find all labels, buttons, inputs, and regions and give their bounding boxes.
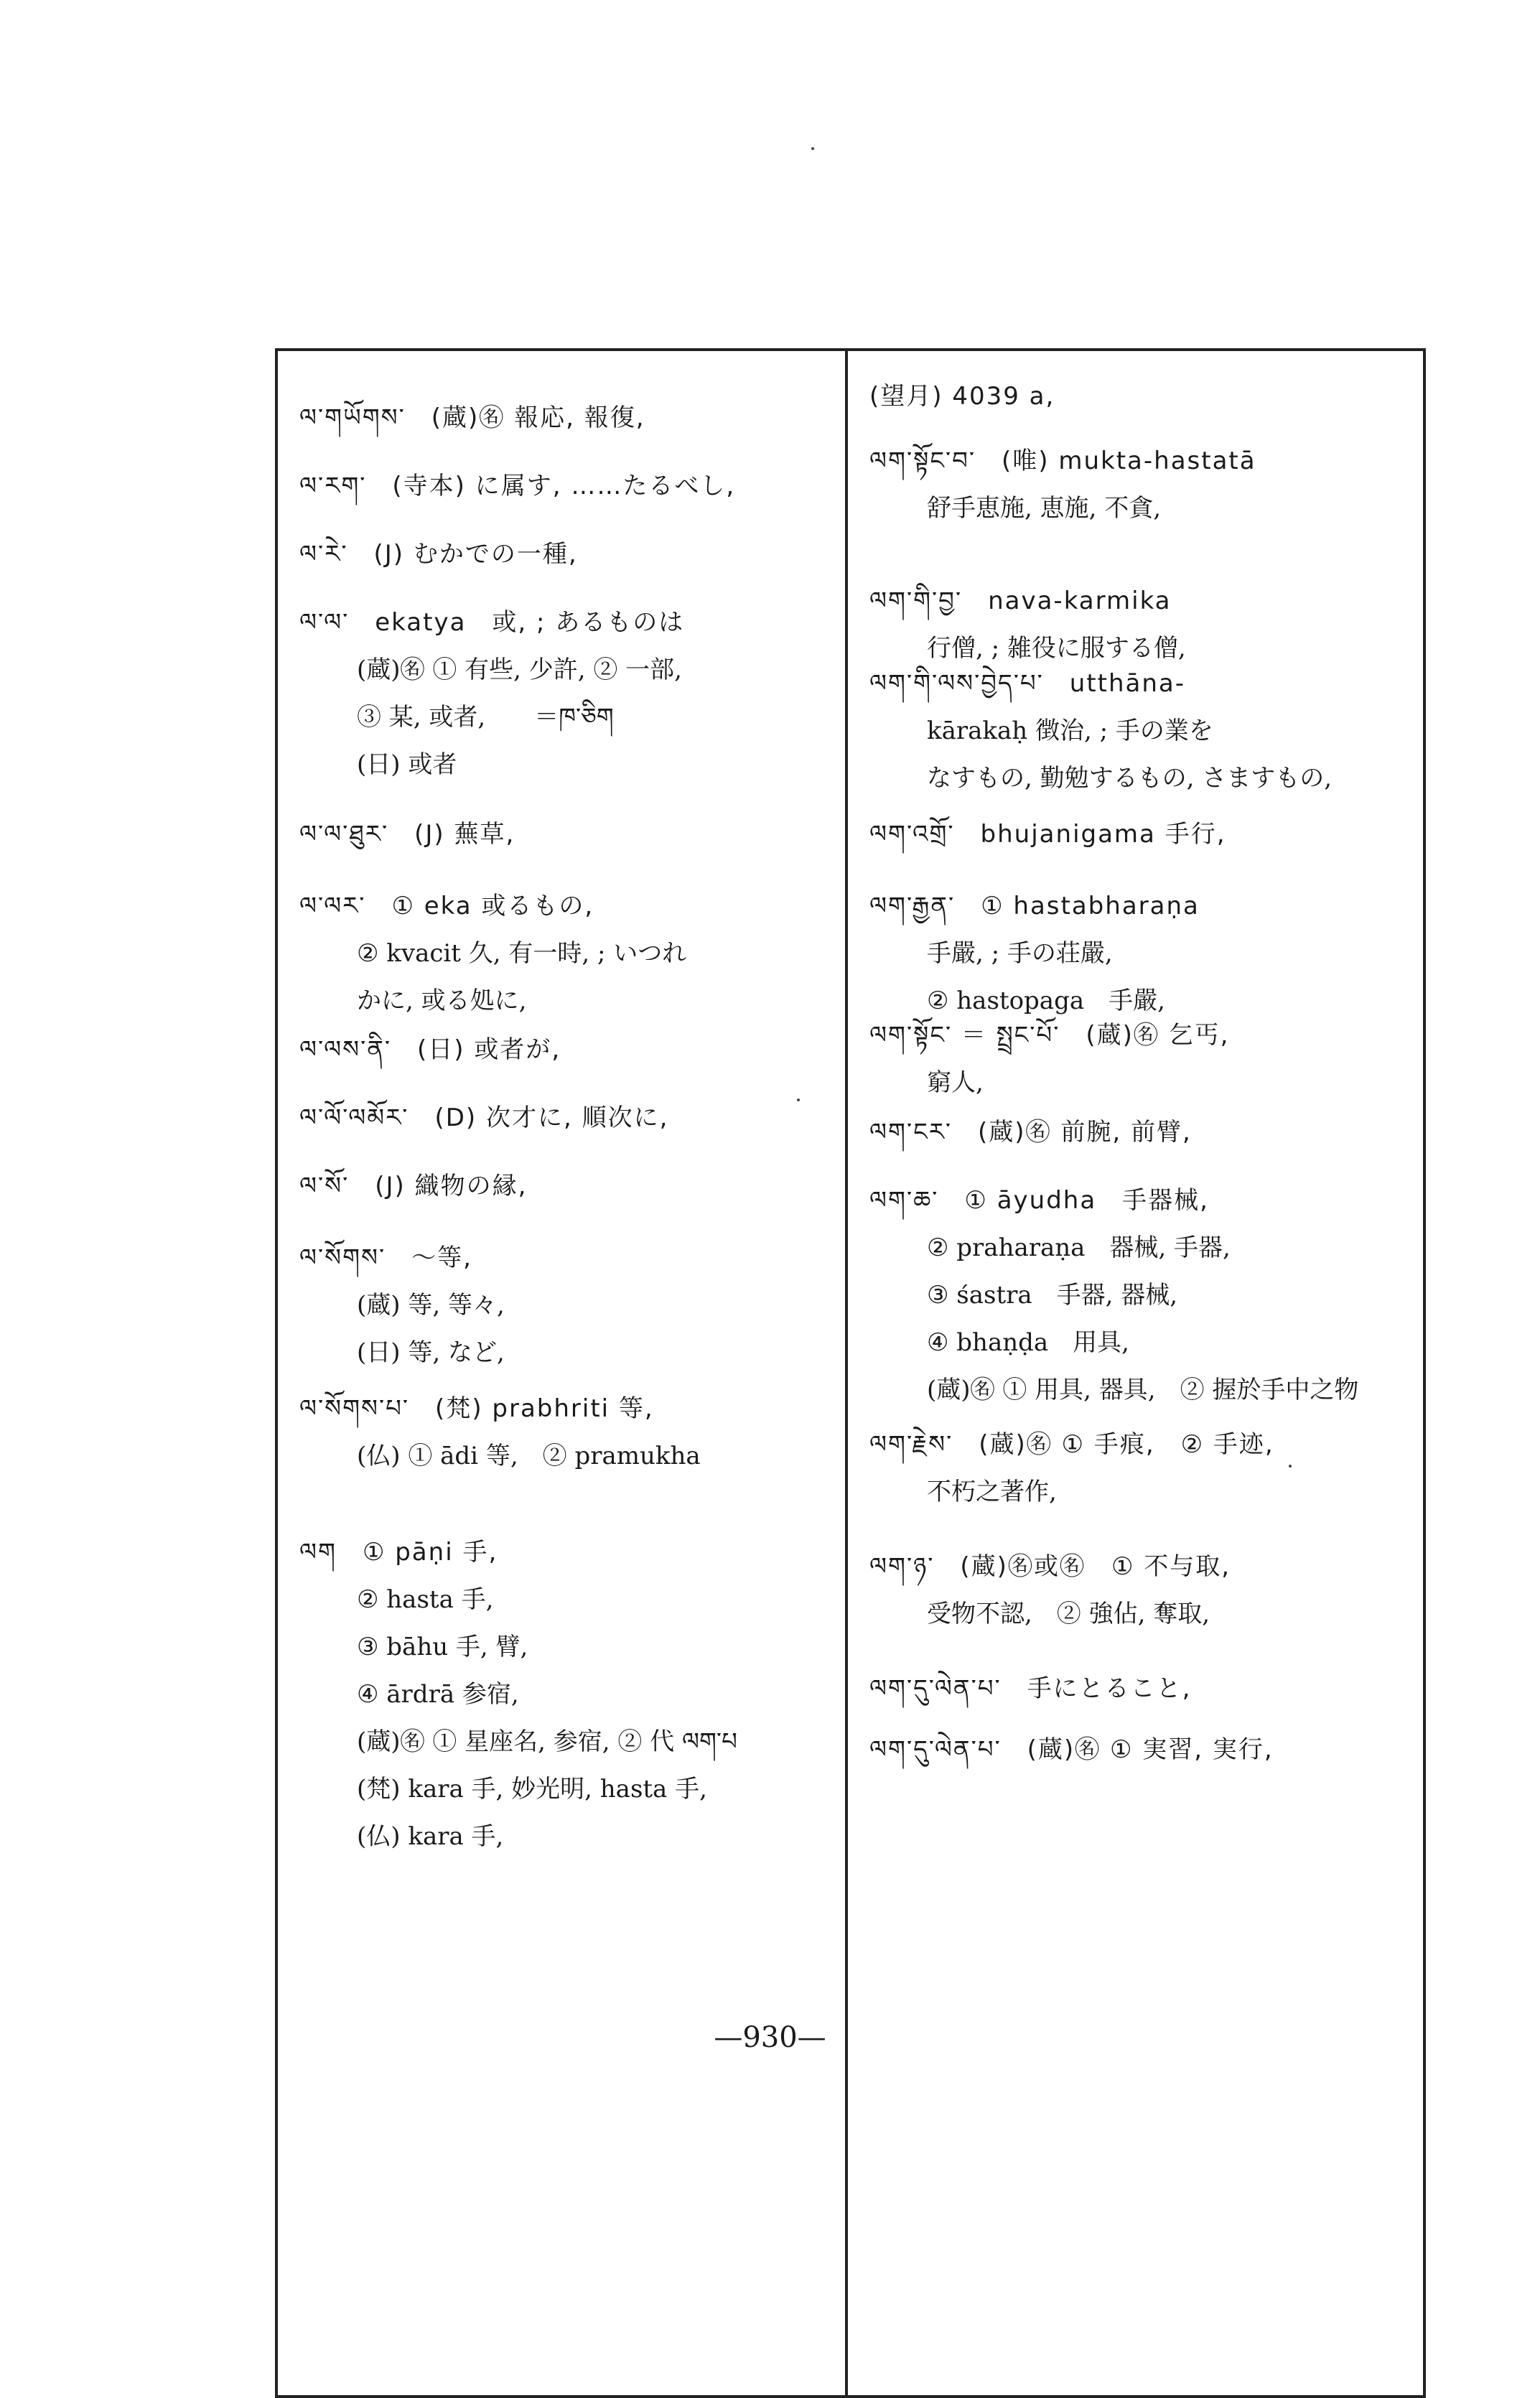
entry-headword-line: ལག་རྒྱན་ ① hastabharaṇa bbox=[869, 892, 1200, 920]
entry-headword-line: ལ་གཡོགས་ (蔵)㊔ 報応, 報復, bbox=[299, 403, 645, 432]
entry-definition-line: 不朽之著作, bbox=[927, 1478, 1057, 1506]
entry-definition-line: ② hasta 手, bbox=[357, 1585, 494, 1614]
entry-definition-line: (仏) ① ādi 等, ② pramukha bbox=[357, 1442, 701, 1470]
entry-headword-line: ལག་འགྲོ་ bhujanigama 手行, bbox=[869, 820, 1226, 849]
left-dictionary-entry bbox=[278, 531, 845, 578]
entry-headword-line: ལག་གི་ལས་བྱེད་པ་ utthāna- bbox=[869, 669, 1186, 698]
entry-definition-line: (仏) kara 手, bbox=[357, 1822, 504, 1851]
entry-definition-line: (蔵)㊔ ① 星座名, 参宿, ② 代 ལག་པ bbox=[357, 1727, 737, 1756]
entry-definition-line: ② hastopaga 手嚴, bbox=[927, 986, 1165, 1015]
right-dictionary-entry bbox=[848, 660, 1423, 802]
right-dictionary-entry bbox=[848, 1665, 1423, 1712]
right-dictionary-entry bbox=[848, 1543, 1423, 1638]
left-dictionary-entry bbox=[278, 1234, 845, 1376]
entry-definition-line: (日) 或者 bbox=[357, 750, 457, 779]
entry-headword-line: ལག་ཆ་ ① āyudha 手器械, bbox=[869, 1186, 1209, 1215]
entry-definition-line: ② kvacit 久, 有一時, ; いつれ bbox=[357, 939, 687, 968]
entry-headword-line: ལག་སྟོང་ ＝ སྤྲང་པོ་ (蔵)㊔ 乞丐, bbox=[869, 1021, 1230, 1050]
entry-headword-line: ལ་ལ་ཐུར་ (J) 蕪草, bbox=[299, 820, 515, 849]
entry-headword-line: ལག་རྗེས་ (蔵)㊔ ① 手痕, ② 手迹, bbox=[869, 1430, 1274, 1459]
entry-definition-line: なすもの, 勤勉するもの, さますもの, bbox=[927, 764, 1333, 793]
entry-definition-line: かに, 或る処に, bbox=[357, 986, 527, 1015]
right-dictionary-entry bbox=[848, 437, 1423, 532]
scan-speck bbox=[1289, 1465, 1292, 1468]
entry-headword-line: ལ་རེ་ (J) むかでの一種, bbox=[299, 540, 578, 569]
left-dictionary-entry bbox=[278, 1094, 845, 1142]
entry-headword-line: ལག་དུ་ལེན་པ་ (蔵)㊔ ① 実習, 実行, bbox=[869, 1735, 1274, 1764]
entry-headword-line: ལག་གི་བྱ་ nava-karmika bbox=[869, 587, 1172, 615]
entry-definition-line: (蔵)㊔ ① 用具, 器具, ② 握於手中之物 bbox=[927, 1376, 1359, 1404]
left-dictionary-entry bbox=[278, 1026, 845, 1073]
left-dictionary-entry bbox=[278, 462, 845, 510]
left-dictionary-entry bbox=[278, 394, 845, 442]
entry-definition-line: (日) 等, など, bbox=[357, 1338, 505, 1367]
entry-definition-line: ③ 某, 或者, ＝ཁ་ཅིག bbox=[357, 703, 614, 732]
entry-headword-line: ལག ① pāṇi 手, bbox=[299, 1538, 498, 1567]
left-dictionary-entry bbox=[278, 811, 845, 858]
right-dictionary-entry bbox=[848, 577, 1423, 672]
entry-definition-line: 窮人, bbox=[927, 1068, 984, 1097]
left-dictionary-entry bbox=[278, 599, 845, 788]
entry-definition-line: 行僧, ; 雑役に服する僧, bbox=[927, 634, 1186, 663]
entry-headword-line: ལ་ལ་ ekatya 或, ; あるものは bbox=[299, 608, 685, 637]
entry-definition-line: (蔵) 等, 等々, bbox=[357, 1291, 505, 1320]
entry-definition-line: 受物不認, ② 強佔, 奪取, bbox=[927, 1600, 1210, 1628]
entry-definition-line: ② praharaṇa 器械, 手器, bbox=[927, 1233, 1231, 1262]
page-frame bbox=[275, 348, 1426, 2398]
entry-headword-line: ལ་སོགས་ ～等, bbox=[299, 1244, 472, 1272]
entry-headword-line: ལག་ངར་ (蔵)㊔ 前腕, 前臂, bbox=[869, 1118, 1192, 1147]
right-dictionary-entry bbox=[848, 1726, 1423, 1773]
left-dictionary-entry bbox=[278, 1529, 845, 1860]
right-dictionary-entry bbox=[848, 1177, 1423, 1414]
right-dictionary-entry bbox=[848, 373, 1423, 420]
entry-definition-line: kārakaḥ 徴治, ; 手の業を bbox=[927, 717, 1213, 745]
entry-headword-line: ལ་རག་ (寺本) に属す, ……たるべし, bbox=[299, 472, 736, 500]
right-dictionary-entry bbox=[848, 882, 1423, 1025]
entry-definition-line: ③ bāhu 手, 臂, bbox=[357, 1633, 528, 1661]
entry-definition-line: (蔵)㊔ ① 有些, 少許, ② 一部, bbox=[357, 656, 682, 684]
entry-headword-line: ལ་ལོ་ལམོར་ (D) 次才に, 順次に, bbox=[299, 1104, 669, 1132]
entry-definition-line: 手嚴, ; 手の荘嚴, bbox=[927, 939, 1113, 968]
entry-definition-line: 舒手恵施, 恵施, 不貪, bbox=[927, 494, 1162, 523]
entry-definition-line: ③ śastra 手器, 器械, bbox=[927, 1281, 1178, 1310]
left-dictionary-entry bbox=[278, 1385, 845, 1480]
left-dictionary-entry bbox=[278, 882, 845, 1025]
right-dictionary-entry bbox=[848, 1012, 1423, 1106]
scan-speck bbox=[811, 147, 814, 150]
entry-definition-line: ④ bhaṇḍa 用具, bbox=[927, 1328, 1129, 1357]
page-number: —930— bbox=[714, 2021, 826, 2054]
entry-headword-line: ལ་ལར་ ① eka 或るもの, bbox=[299, 892, 594, 920]
entry-headword-line: ལ་སོ་ (J) 織物の縁, bbox=[299, 1172, 528, 1200]
right-dictionary-entry bbox=[848, 1109, 1423, 1156]
entry-headword-line: ལག་ཉ་ (蔵)㊔或㊔ ① 不与取, bbox=[869, 1552, 1231, 1581]
left-dictionary-entry bbox=[278, 1162, 845, 1210]
left-column bbox=[278, 351, 845, 2395]
right-dictionary-entry bbox=[848, 811, 1423, 858]
right-column bbox=[848, 351, 1423, 2395]
entry-headword-line: ལ་ལས་ནི་ (日) 或者が, bbox=[299, 1035, 561, 1064]
entry-headword-line: ལ་སོགས་པ་ (梵) prabhriti 等, bbox=[299, 1394, 654, 1423]
entry-headword-line: (望月) 4039 a, bbox=[869, 382, 1055, 411]
entry-headword-line: ལག་སྟོང་བ་ (唯) mukta-hastatā bbox=[869, 447, 1256, 475]
entry-definition-line: (梵) kara 手, 妙光明, hasta 手, bbox=[357, 1775, 707, 1804]
right-dictionary-entry bbox=[848, 1421, 1423, 1516]
scan-speck bbox=[797, 1098, 800, 1101]
entry-definition-line: ④ ārdrā 参宿, bbox=[357, 1680, 519, 1709]
entry-headword-line: ལག་དུ་ལེན་པ་ 手にとること, bbox=[869, 1674, 1192, 1703]
